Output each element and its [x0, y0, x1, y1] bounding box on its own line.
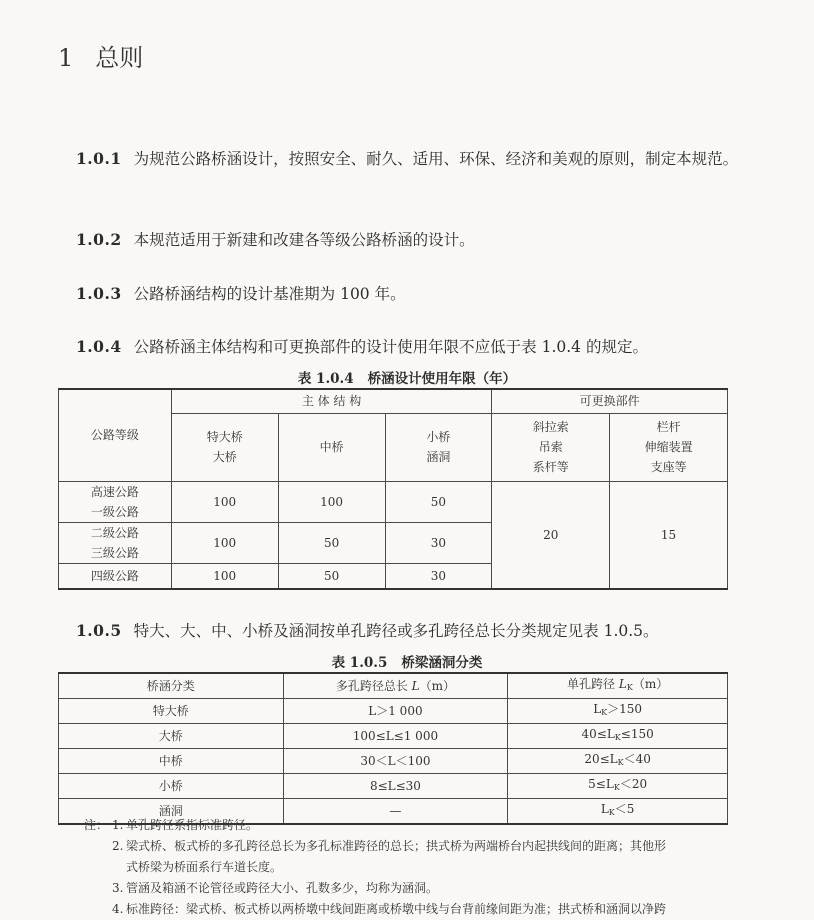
caption-title: 桥涵设计使用年限（年）: [367, 371, 517, 387]
caption-number: 表 1.0.5: [331, 655, 388, 671]
table-row: [59, 481, 728, 522]
header-main-structure: 主 体 结 构: [171, 389, 492, 413]
replace-other-value: 15: [610, 481, 728, 589]
note-number: 3.: [112, 881, 124, 895]
clause-1-0-4: [58, 332, 748, 362]
value-cell: 100: [171, 563, 278, 589]
clause-1-0-2: [58, 225, 748, 255]
service-life-table: [58, 388, 728, 590]
clause-1-0-3: [58, 279, 748, 309]
value-cell: 50: [278, 522, 385, 563]
clause-number: 1.0.2: [76, 230, 122, 249]
value-cell: 30: [385, 522, 492, 563]
class-cell: 中桥: [59, 749, 284, 774]
subhead-medium: 中桥: [278, 413, 385, 481]
header-grade: 公路等级: [59, 389, 172, 481]
table-row: [59, 774, 728, 799]
subhead-extra-large: 特大桥 大桥: [171, 413, 278, 481]
clause-text: 公路桥涵结构的设计基准期为 100 年。: [133, 285, 406, 303]
value-cell: 50: [278, 563, 385, 589]
table-row: [59, 724, 728, 749]
clause-text: 本规范适用于新建和改建各等级公路桥涵的设计。: [133, 231, 475, 249]
grade-cell: 四级公路: [59, 563, 172, 589]
note-item: [84, 815, 734, 836]
chapter-title: 总则: [95, 44, 144, 72]
caption-title: 桥梁涵洞分类: [401, 655, 483, 671]
total-cell: 100≤L≤1 000: [283, 724, 508, 749]
bridge-classification-table: [58, 672, 728, 825]
header-replaceable: 可更换部件: [492, 389, 728, 413]
chapter-heading: [58, 38, 143, 73]
notes-label: 注：: [84, 818, 109, 832]
table-row: [59, 749, 728, 774]
note-text: 单孔跨径系指标准跨径。: [126, 818, 259, 832]
grade-cell: 高速公路 一级公路: [59, 481, 172, 522]
subhead-railings: 栏杆 伸缩装置 支座等: [610, 413, 728, 481]
value-cell: 50: [385, 481, 492, 522]
subhead-cables: 斜拉索 吊索 系杆等: [492, 413, 610, 481]
single-cell: $L_K<5$: [508, 799, 728, 825]
class-cell: 特大桥: [59, 699, 284, 724]
clause-1-0-1: [58, 144, 748, 174]
value-cell: 30: [385, 563, 492, 589]
clause-number: 1.0.5: [76, 621, 122, 640]
single-cell: $40\le L_K\le 150$: [508, 724, 728, 749]
note-number: 1.: [112, 818, 124, 832]
total-cell: —: [283, 799, 508, 825]
subhead-small: 小桥 涵洞: [385, 413, 492, 481]
class-cell: 涵洞: [59, 799, 284, 825]
note-text: 标准跨径：梁式桥、板式桥以两桥墩中线间距离或桥墩中线与台背前缘间距为准；拱式桥和涵洞以净跨: [126, 902, 667, 916]
value-cell: 100: [171, 481, 278, 522]
class-cell: 小桥: [59, 774, 284, 799]
note-number: 4.: [112, 902, 124, 916]
chapter-number: 1: [58, 44, 74, 72]
class-cell: 大桥: [59, 724, 284, 749]
note-text: 梁式桥、板式桥的多孔跨径总长为多孔标准跨径的总长；拱式桥为两端桥台内起拱线间的距离；其他形 式桥梁为桥面系行车道长度。: [126, 839, 667, 874]
clause-1-0-5: [58, 616, 748, 646]
table-row: [59, 699, 728, 724]
table-notes: [84, 815, 734, 920]
value-cell: 100: [278, 481, 385, 522]
total-cell: 8≤L≤30: [283, 774, 508, 799]
table-1-0-4-caption: [0, 367, 814, 387]
value-cell: 100: [171, 522, 278, 563]
caption-number: 表 1.0.4: [297, 371, 354, 387]
clause-text: 为规范公路桥涵设计，按照安全、耐久、适用、环保、经济和美观的原则，制定本规范。: [133, 150, 739, 168]
replace-cable-value: 20: [492, 481, 610, 589]
note-number: 2.: [112, 839, 124, 853]
single-cell: $20\le L_K<40$: [508, 749, 728, 774]
clause-text: 特大、大、中、小桥及涵洞按单孔跨径或多孔跨径总长分类规定见表 1.0.5。: [133, 622, 659, 640]
header-single-span: 单孔跨径 $L_K(m)$: [508, 673, 728, 699]
clause-number: 1.0.1: [76, 149, 122, 168]
note-item: [84, 836, 734, 878]
table-1-0-5-caption: [0, 651, 814, 671]
single-cell: $L_K>150$: [508, 699, 728, 724]
note-text: 管涵及箱涵不论管径或跨径大小、孔数多少，均称为涵洞。: [126, 881, 439, 895]
clause-number: 1.0.3: [76, 284, 122, 303]
total-cell: 30＜L＜100: [283, 749, 508, 774]
header-class: 桥涵分类: [59, 673, 284, 699]
single-cell: $5\le L_K<20$: [508, 774, 728, 799]
table-header-row: [59, 673, 728, 699]
grade-cell: 二级公路 三级公路: [59, 522, 172, 563]
header-total-length: 多孔跨径总长 L（m）: [283, 673, 508, 699]
total-cell: L＞1 000: [283, 699, 508, 724]
clause-number: 1.0.4: [76, 337, 122, 356]
note-item: [84, 878, 734, 899]
clause-text: 公路桥涵主体结构和可更换部件的设计使用年限不应低于表 1.0.4 的规定。: [133, 338, 648, 356]
